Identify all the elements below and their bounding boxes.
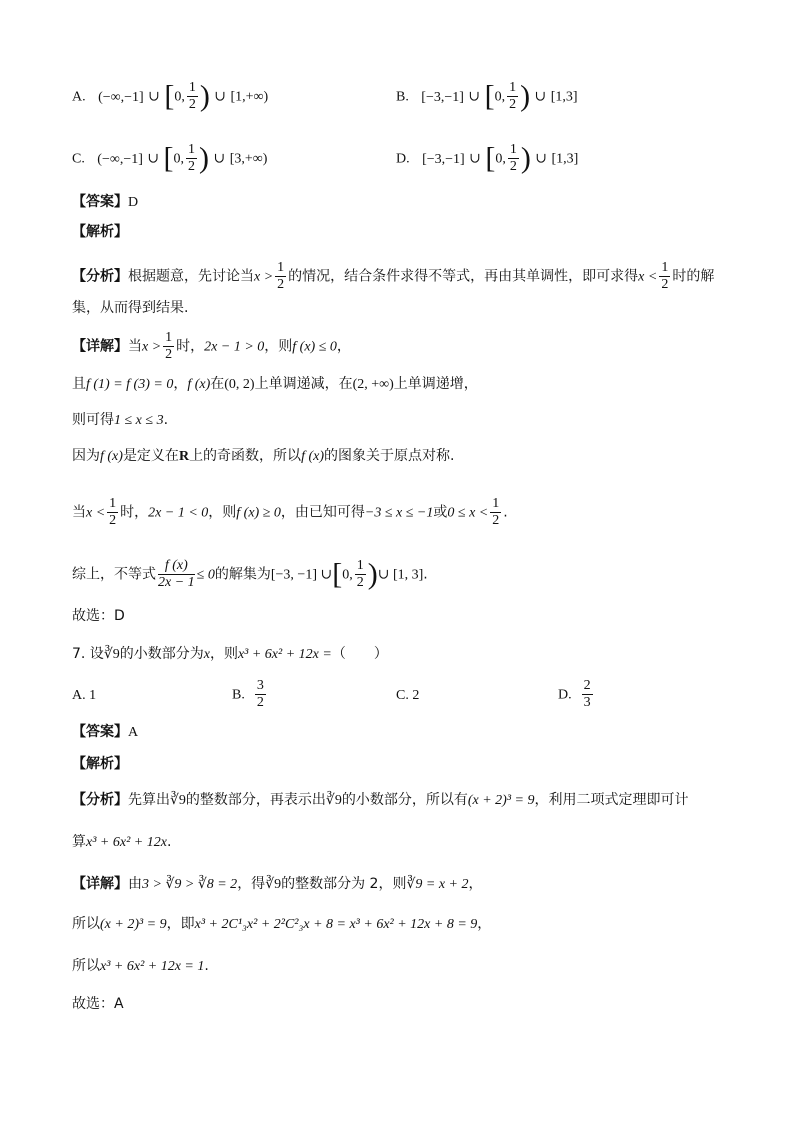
q6-choose: 故选：D bbox=[72, 608, 125, 624]
q6-xiangjie-line-1: 【详解】当x > $\frac{1}{2}$ 时，2x − 1 > 0，则f (x) ≤ 0， bbox=[72, 330, 351, 362]
option-a-fraction: $\frac{1}{2}$ bbox=[188, 80, 196, 112]
q7-xiangjie-line-2: 所以(x + 2)³ = 9，即x³ + 2C¹₃x² + 2²C²₃x + 8 = x³ + 6x² + 12x + 8 = 9， bbox=[72, 916, 492, 932]
q7-option-b: B. $\frac{3}{2}$ bbox=[232, 678, 264, 710]
option-a: A. (−∞,−1] ∪ [0, $\frac{1}{2}$ ) ∪ [1,+∞) bbox=[72, 79, 269, 113]
option-a-interval-3: [1,+∞) bbox=[230, 89, 269, 105]
q6-analysis-heading: 【解析】 bbox=[72, 224, 128, 240]
q7-xiangjie-line-3: 所以x³ + 6x² + 12x = 1. bbox=[72, 958, 209, 974]
q6-xiangjie-line-5: 当x < $\frac{1}{2}$ 时，2x − 1 < 0，则f (x) ≥ 0，由已知可得−3 ≤ x ≤ −1或0 ≤ x < $\frac{1}{2}$ . bbox=[72, 496, 508, 528]
q7-xiangjie-line-1: 【详解】由3 > ∛9 > ∛8 = 2，得∛9的整数部分为 2，则∛9 = x + 2， bbox=[72, 876, 483, 892]
q6-xiangjie-line-4: 因为f (x)是定义在R上的奇函数，所以f (x)的图象关于原点对称. bbox=[72, 448, 455, 464]
option-b: B. [−3,−1] ∪ [0, $\frac{1}{2}$ ) ∪ [1,3] bbox=[396, 79, 578, 113]
option-b-fraction: $\frac{1}{2}$ bbox=[509, 80, 517, 112]
q7-choose: 故选：A bbox=[72, 996, 124, 1012]
q6-xiangjie-line-3: 则可得1 ≤ x ≤ 3. bbox=[72, 412, 169, 428]
q6-answer: 【答案】D bbox=[72, 194, 139, 210]
q6-fenxi-line-1: 【分析】根据题意，先讨论当x > $\frac{1}{2}$ 的情况，结合条件求得不等式，再由其单调性，即可求得x < $\frac{1}{2}$ 时的解 bbox=[72, 260, 715, 292]
option-d-fraction: $\frac{1}{2}$ bbox=[509, 142, 517, 174]
q7-option-c: C. 2 bbox=[396, 688, 420, 703]
q6-xiangjie-line-2: 且f (1) = f (3) = 0，f (x)在(0, 2)上单调递减，在(2, +∞)上单调递增， bbox=[72, 376, 478, 392]
q7-option-a: A. 1 bbox=[72, 688, 97, 703]
q7-option-d: D. $\frac{2}{3}$ bbox=[558, 678, 591, 710]
option-d: D. [−3,−1] ∪ [0, $\frac{1}{2}$ ) ∪ [1,3] bbox=[396, 141, 579, 175]
q6-xiangjie-line-6: 综上，不等式 $\frac{f (x)}{2x - 1}$ ≤ 0的解集为[−3, −1] ∪[0, $\frac{1}{2}$ )∪ [1, 3]. bbox=[72, 557, 428, 591]
q6-fenxi-line-2: 集，从而得到结果. bbox=[72, 300, 189, 316]
q7-fenxi-line-2: 算x³ + 6x² + 12x. bbox=[72, 834, 172, 850]
q7-answer: 【答案】A bbox=[72, 724, 139, 740]
q7-stem: 7. 设∛9的小数部分为x，则x³ + 6x² + 12x =（ ） bbox=[72, 646, 388, 662]
option-c: C. (−∞,−1] ∪ [0, $\frac{1}{2}$ ) ∪ [3,+∞) bbox=[72, 141, 268, 175]
q7-fenxi-line-1: 【分析】先算出∛9的整数部分，再表示出∛9的小数部分，所以有(x + 2)³ = 9，利用二项式定理即可计 bbox=[72, 792, 689, 808]
option-c-fraction: $\frac{1}{2}$ bbox=[188, 142, 196, 174]
q7-analysis-heading: 【解析】 bbox=[72, 756, 128, 772]
option-a-interval-1: (−∞,−1] bbox=[98, 89, 144, 105]
